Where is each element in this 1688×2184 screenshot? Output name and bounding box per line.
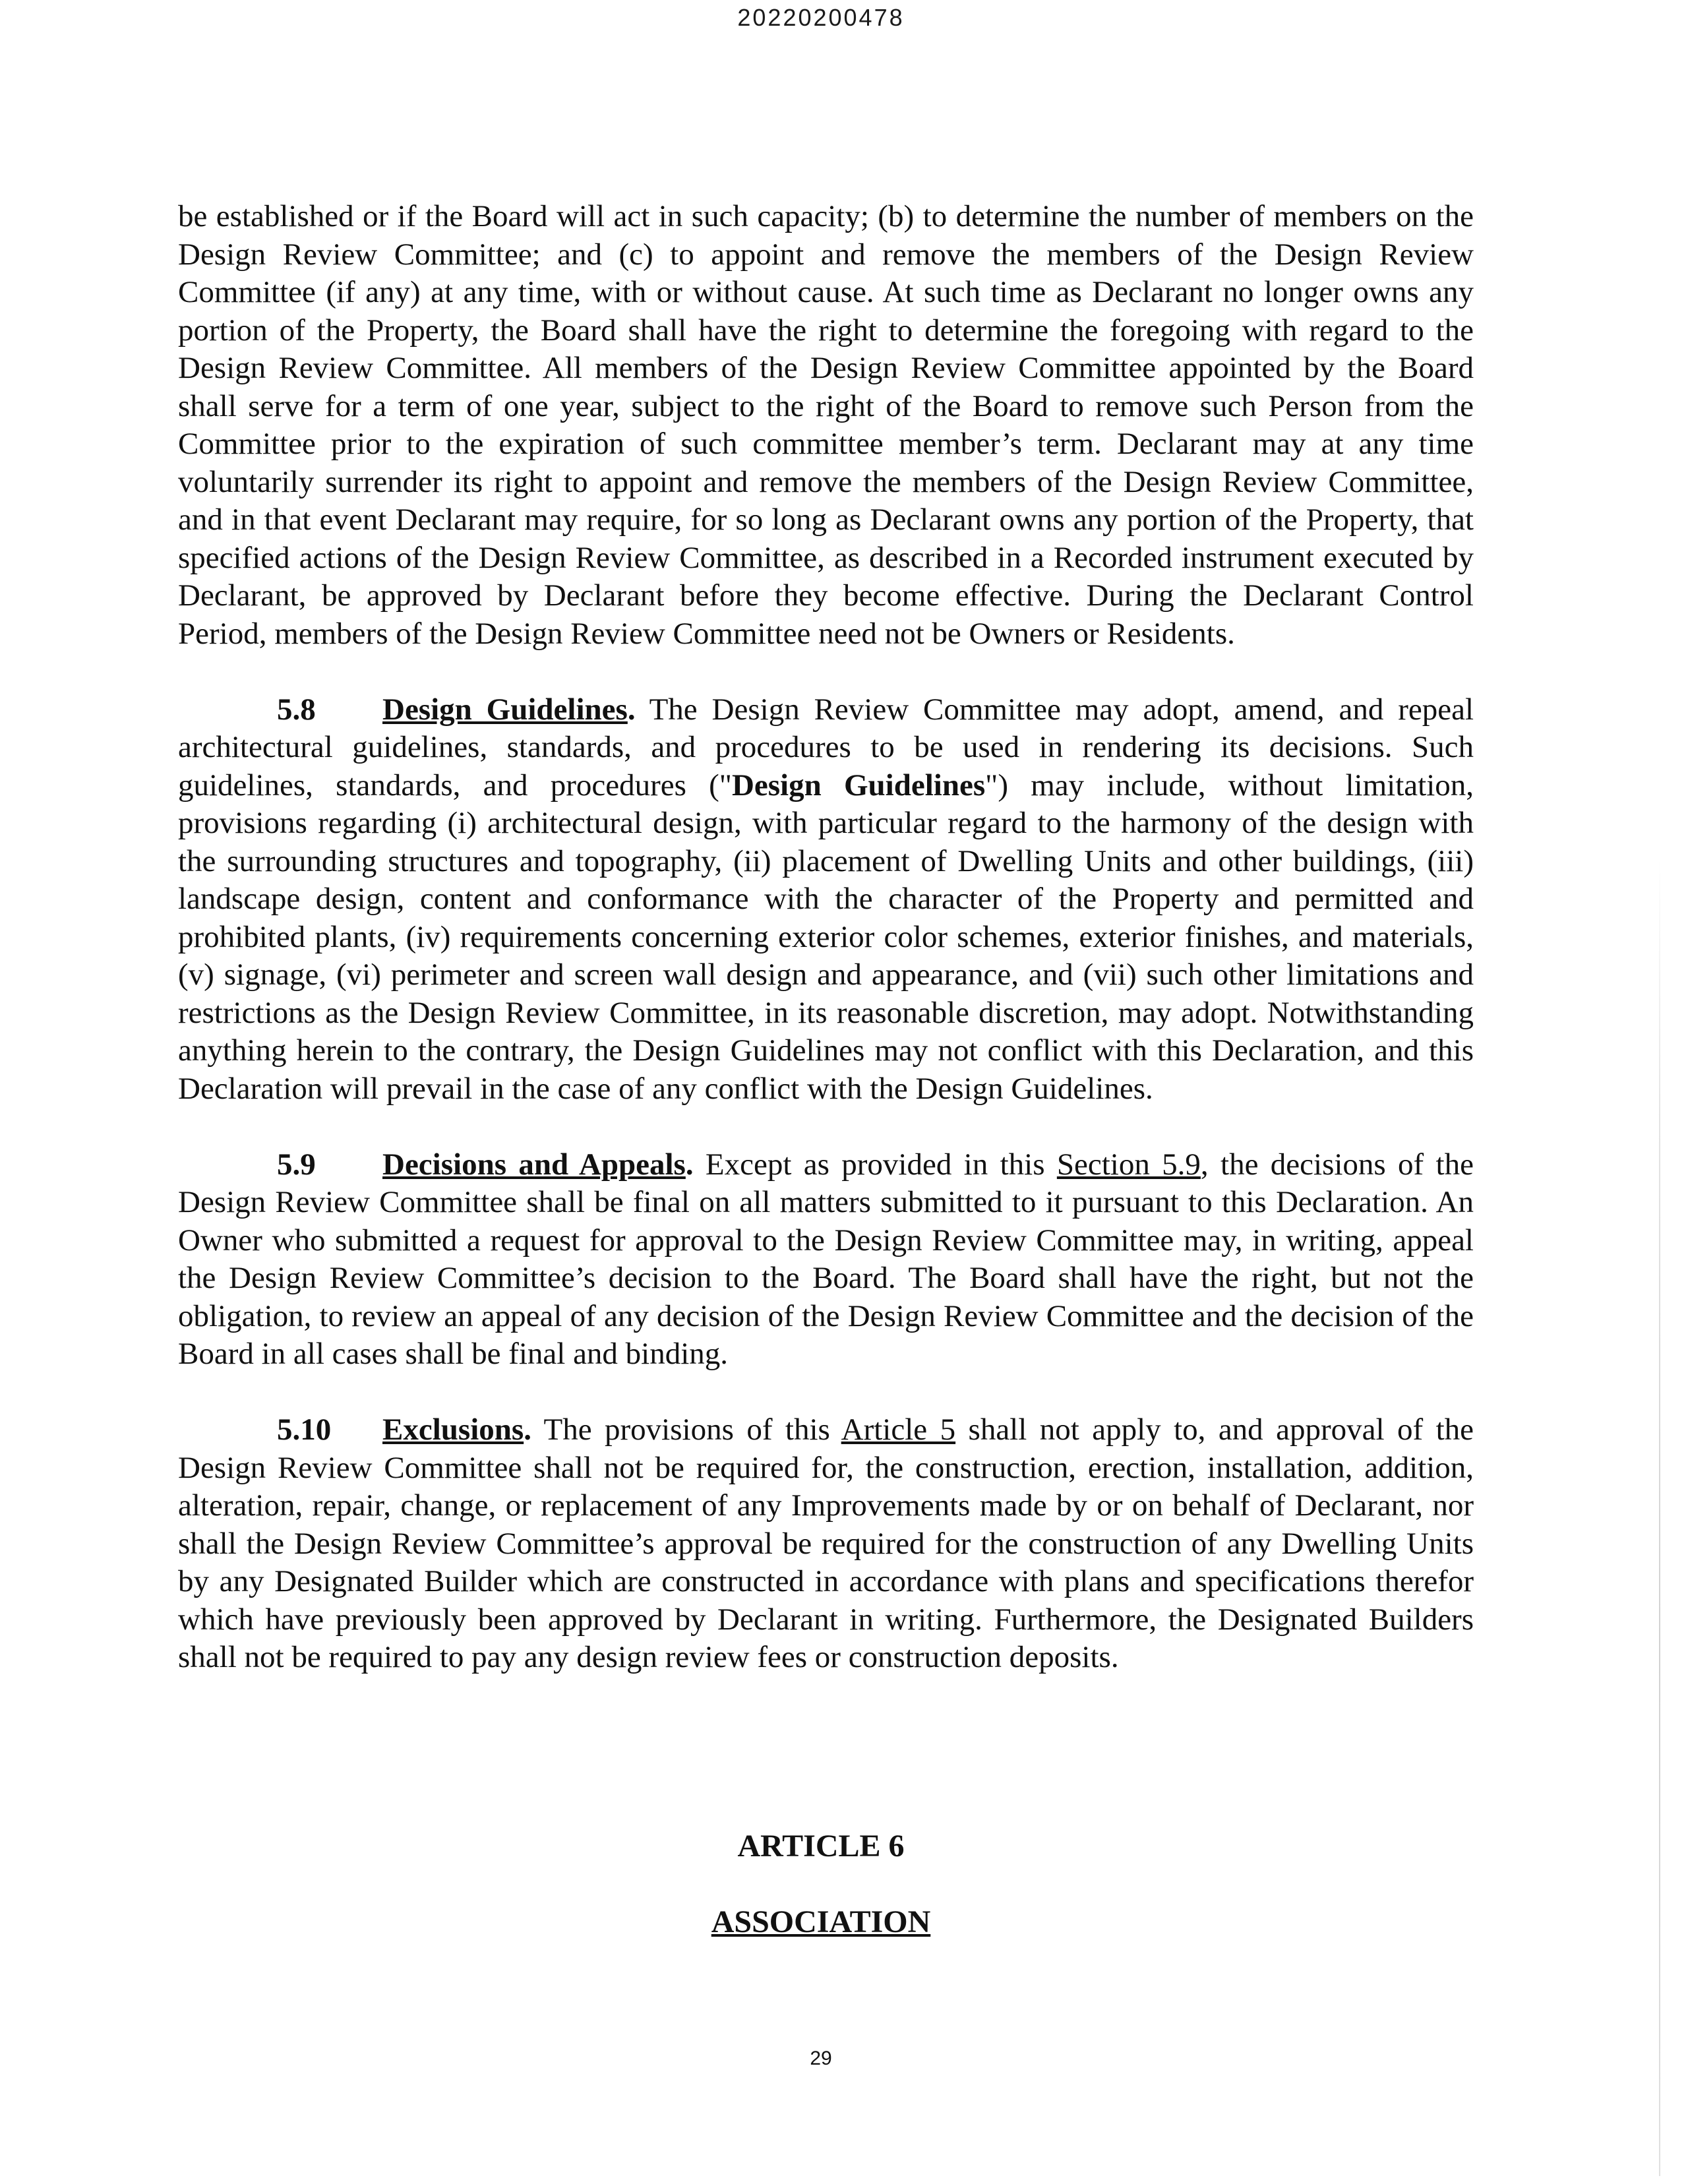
article-number: ARTICLE 6	[737, 1829, 905, 1864]
section-number: 5.8	[277, 692, 316, 727]
scan-edge-shadow	[1659, 857, 1660, 2176]
section-title-period: .	[627, 692, 636, 727]
section-title-period: .	[685, 1147, 694, 1182]
paragraph-intro: be established or if the Board will act in such capacity; (b) to determine the number of members on the Design Review Committee; and (c) to appoint and remove the members of the Design Review Committee (if any) at any time, with or without cause. At such time as Declarant no longer owns any portion of the Property, the Board shall have the right to determine the foregoing with regard to the Design Review Committee. All members of the Design Review Committee appointed by the Board shall serve for a term of one year, subject to the right of the Board to remove such Person from the Committee prior to the expiration of such committee member’s term. Declarant may at any time voluntarily surrender its right to appoint and remove the members of the Design Review Committee, and in that event Declarant may require, for so long as Declarant owns any portion of the Property, that specified actions of the Design Review Committee, as described in a Recorded instrument executed by Declarant, be approved by Declarant before they become effective. During the Declarant Control Period, members of the Design Review Committee need not be Owners or Residents.	[178, 199, 1474, 651]
section-text: ") may include, without limitation, provisions regarding (i) architectural design, with particular regard to the harmony of the design with the surrounding structures and topography, (ii) placement of Dwelling Units and other buildings, (iii) landscape design, content and conformance with the character of the Property and permitted and prohibited plants, (iv) requirements concerning exterior color schemes, exterior finishes, and materials, (v) signage, (vi) perimeter and screen wall design and appearance, and (vii) such other limitations and restrictions as the Design Review Committee, in its reasonable discretion, may adopt. Notwithstanding anything herein to the contrary, the Design Guidelines may not conflict with this Declaration, and this Declaration will prevail in the case of any conflict with the Design Guidelines.	[178, 768, 1474, 1106]
section-number: 5.9	[277, 1147, 316, 1182]
section-5-9	[178, 1146, 1474, 1374]
page-number: 29	[810, 2048, 832, 2069]
section-text: , the decisions of the Design Review Committee shall be final on all matters submitted to it pursuant to this Declaration. An Owner who submitted a request for approval to the Design Review Committee may, in writing, appeal the Design Review Committee’s decision to the Board. The Board shall have the right, but not the obligation, to review an appeal of any decision of the Design Review Committee and the decision of the Board in all cases shall be final and binding.	[178, 1147, 1474, 1371]
document-body	[178, 198, 1474, 1677]
article-title: ASSOCIATION	[711, 1904, 931, 1939]
section-text: Except as provided in this	[693, 1147, 1057, 1182]
defined-term: Design Guidelines	[731, 768, 986, 803]
section-title: Decisions and Appeals	[382, 1147, 686, 1182]
section-text: The provisions of this	[531, 1412, 841, 1447]
section-title: Exclusions	[382, 1412, 524, 1447]
document-number: 20220200478	[737, 4, 905, 31]
section-5-10	[178, 1411, 1474, 1677]
cross-reference: Section 5.9	[1056, 1147, 1201, 1182]
section-text: shall not apply to, and approval of the Design Review Committee shall not be required for, the construction, erection, installation, addition, alteration, repair, change, or replacement of any Improvements made by or on behalf of Declarant, nor shall the Design Review Committee’s approval be required for the construction of any Dwelling Units by any Designated Builder which are constructed in accordance with plans and specifications therefor which have previously been approved by Declarant in writing. Furthermore, the Designated Builders shall not be required to pay any design review fees or construction deposits.	[178, 1412, 1474, 1674]
cross-reference: Article 5	[841, 1412, 956, 1447]
section-5-8	[178, 691, 1474, 1108]
section-number: 5.10	[277, 1412, 332, 1447]
section-title-period: .	[524, 1412, 531, 1447]
section-title: Design Guidelines	[382, 692, 628, 727]
section-text: The Design Review Committee may adopt, amend, and repeal architectural guidelines, standards, and procedures to be used in rendering its decisions. Such guidelines, standards, and procedures ("	[178, 692, 1474, 803]
